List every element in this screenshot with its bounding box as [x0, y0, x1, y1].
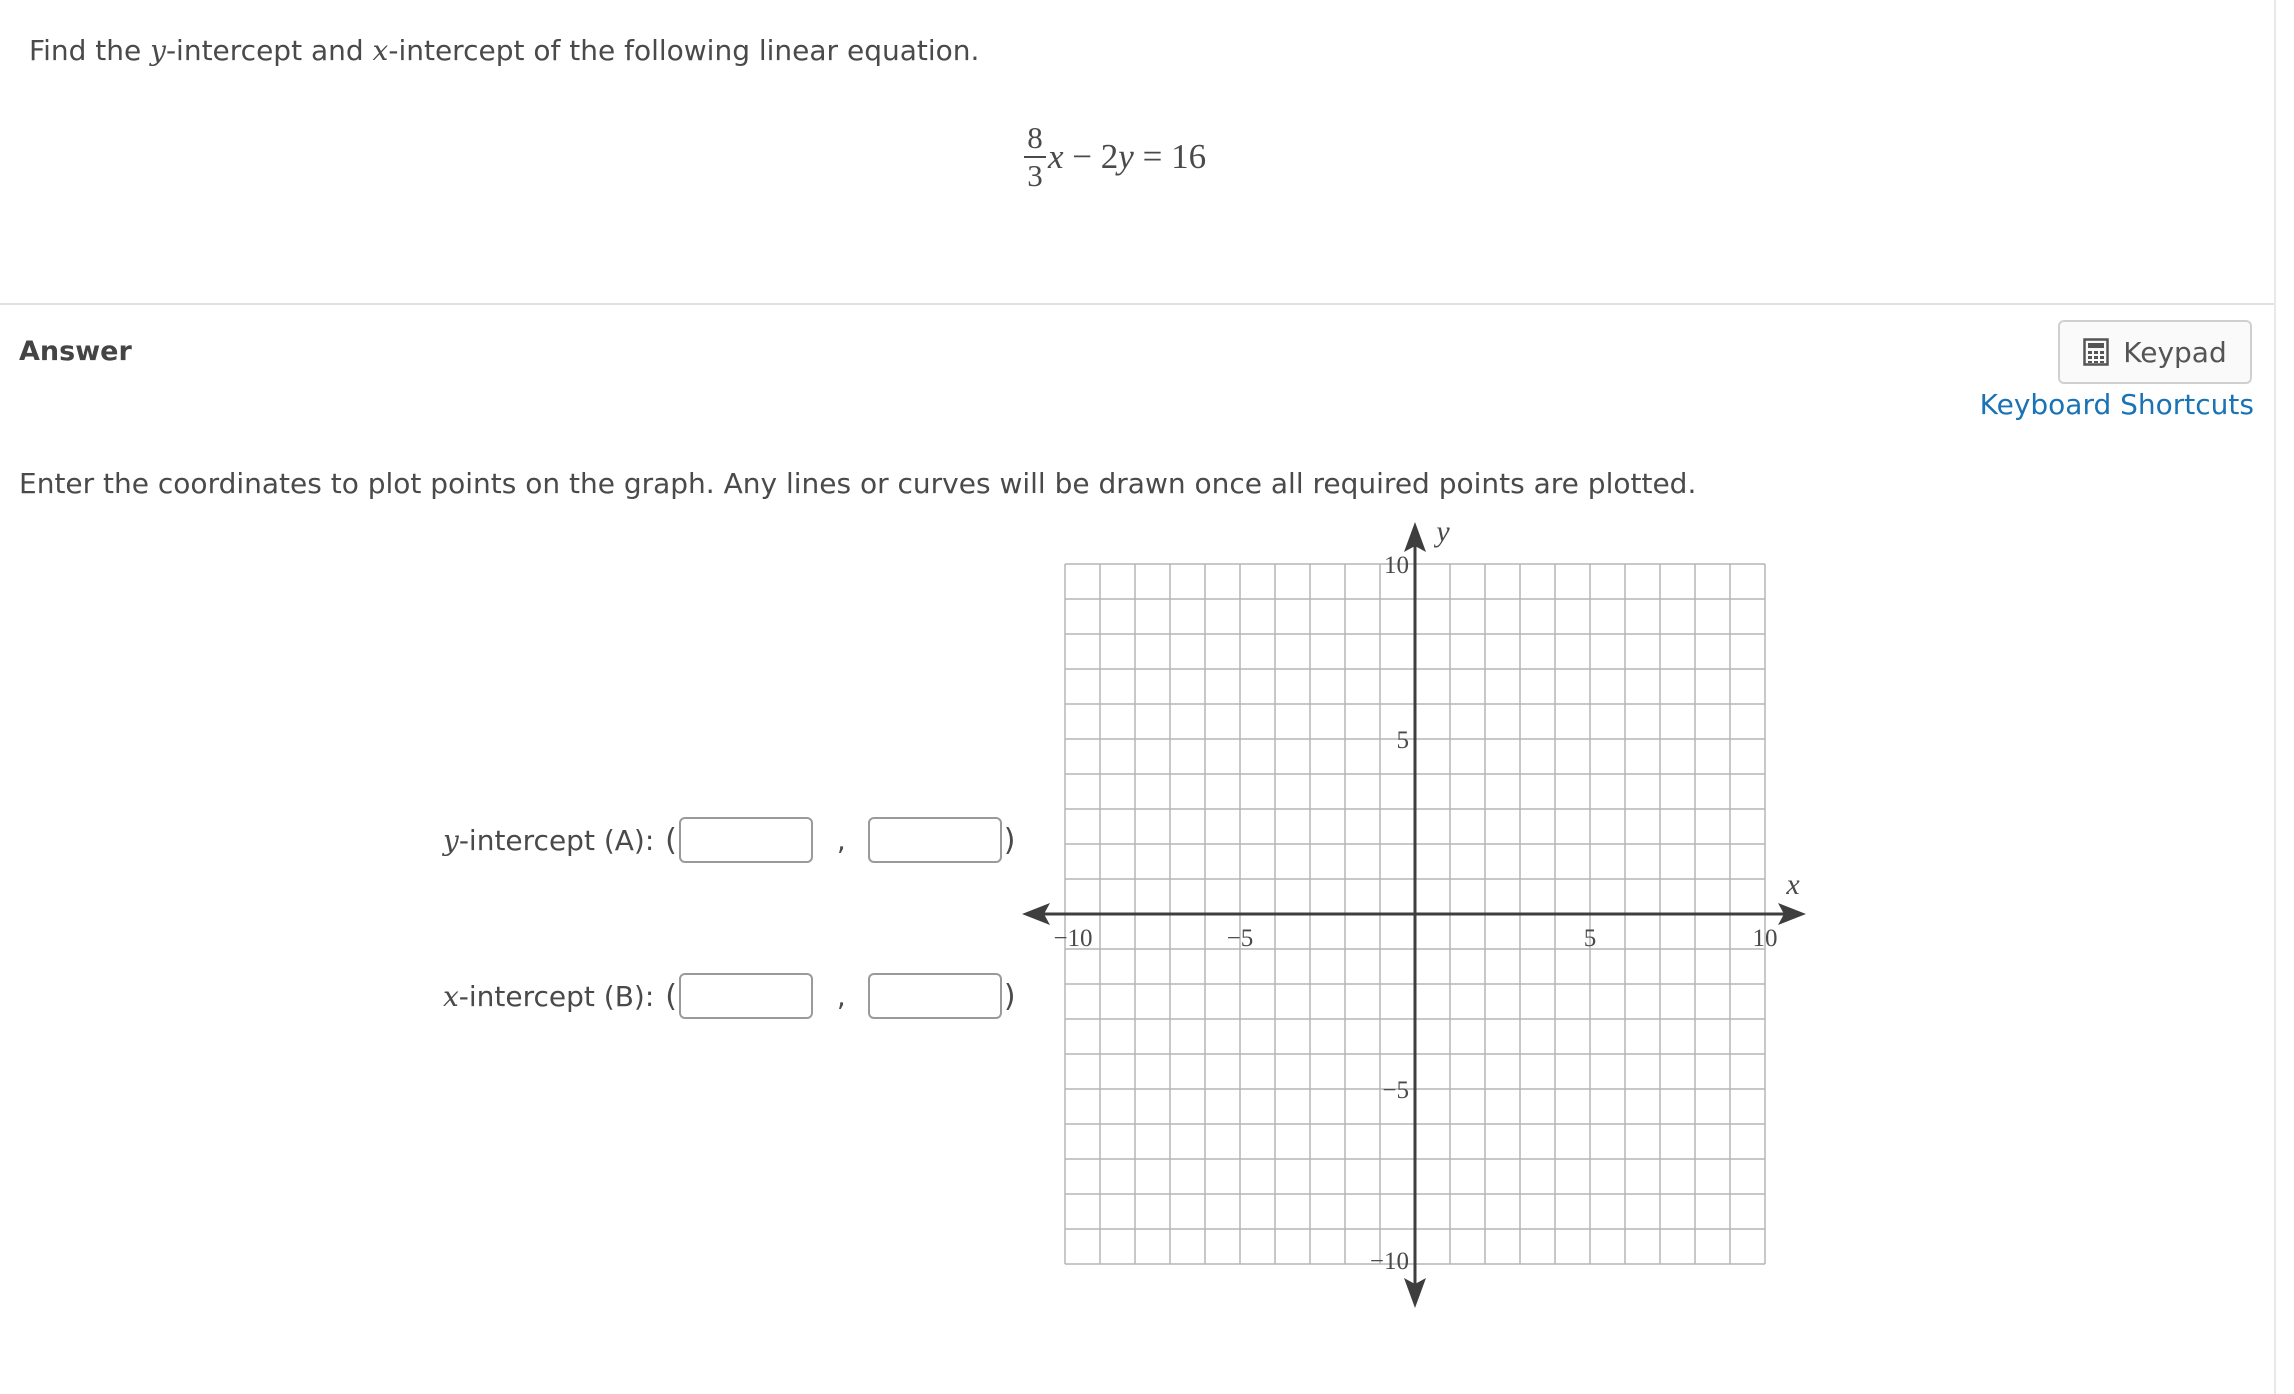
keyboard-shortcuts-link[interactable]: Keyboard Shortcuts — [1979, 388, 2254, 421]
y-intercept-close-paren: ) — [1003, 822, 1016, 858]
y-tick-label: 10 — [1384, 552, 1409, 579]
x-tick-label: 5 — [1583, 925, 1597, 952]
x-intercept-open-paren: ( — [665, 978, 677, 1014]
y-tick-label: 5 — [1396, 727, 1409, 754]
keypad-label: Keypad — [2123, 335, 2227, 369]
fraction-numerator: 8 — [1027, 120, 1043, 155]
y-intercept-label: -intercept (A): — [458, 823, 664, 857]
answer-heading: Answer — [19, 336, 132, 367]
x-intercept-label: -intercept (B): — [458, 979, 664, 1013]
equation-equals: = 16 — [1133, 137, 1207, 176]
equation-var-y: y — [1118, 137, 1134, 176]
y-intercept-var: y — [443, 823, 459, 857]
x-intercept-var: x — [443, 979, 459, 1013]
x-intercept-comma: , — [836, 979, 846, 1013]
question-var-x: x — [372, 34, 389, 67]
y-intercept-open-paren: ( — [665, 822, 677, 858]
fraction-denominator: 3 — [1027, 158, 1043, 193]
y-axis-label: y — [1436, 515, 1450, 548]
y-tick-label: −10 — [1369, 1248, 1409, 1275]
equation-minus-two: − 2 — [1063, 137, 1119, 176]
x-tick-label: 10 — [1752, 925, 1778, 952]
question-suffix: -intercept of the following linear equation. — [388, 34, 980, 67]
x-tick-label: −5 — [1226, 925, 1254, 952]
x-intercept-close-paren: ) — [1003, 978, 1016, 1014]
question-mid: -intercept and — [165, 34, 373, 67]
equation-var-x: x — [1048, 137, 1064, 176]
graph-instructions: Enter the coordinates to plot points on the graph. Any lines or curves will be drawn once all required points are plotted. — [19, 467, 1697, 500]
y-intercept-comma: , — [836, 823, 846, 857]
question-var-y: y — [150, 34, 166, 67]
question-prefix: Find the — [29, 34, 151, 67]
y-tick-label: −5 — [1382, 1077, 1409, 1104]
x-tick-label: −10 — [1053, 925, 1093, 952]
x-axis-label: x — [1786, 868, 1800, 901]
